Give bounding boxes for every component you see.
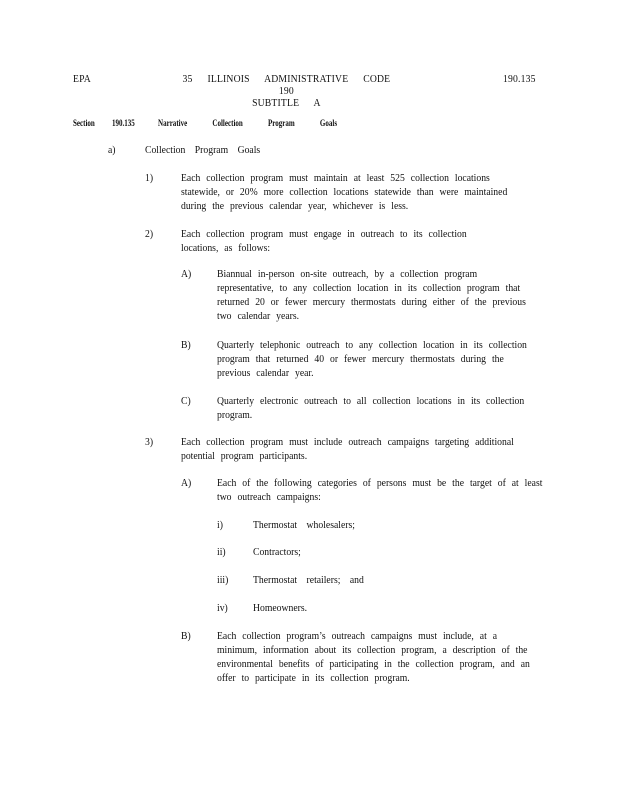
item-2C-text: Quarterly electronic outreach to all collection locations in its collection program.: [217, 395, 525, 421]
item-2A-text: Biannual in-person on-site outreach, by a collection program representative, to any collection location in its collection program that returned 20 or fewer mercury thermostats during either of the previous two calendar years.: [217, 268, 526, 322]
item-3-text: Each collection program must include outreach campaigns targeting additional potential program participants.: [181, 436, 514, 462]
item-1-label: 1): [145, 172, 154, 184]
section-number: 190.135: [112, 118, 135, 128]
item-2-text: Each collection program must engage in outreach to its collection locations, as follows:: [181, 228, 467, 254]
item-3B-text: Each collection program’s outreach campaigns must include, at a minimum, information about its collection program, a description of the environmental benefits of participating in the collection program, and an offer to participate in its collection program.: [217, 630, 530, 684]
header-subtitle: SUBTITLE A: [252, 97, 321, 109]
item-3Ai-label: i): [217, 519, 223, 531]
item-3Aiv-text: Homeowners.: [253, 602, 308, 614]
item-3Aiv-label: iv): [217, 602, 228, 614]
item-2A-label: A): [181, 268, 192, 280]
item-3-label: 3): [145, 436, 154, 448]
item-2-label: 2): [145, 228, 154, 240]
item-2C-label: C): [181, 395, 191, 407]
header-agency: EPA: [73, 73, 91, 85]
header-code-title: [172, 73, 401, 109]
item-3Aiii-text: Thermostat retailers; and: [253, 574, 364, 586]
item-2B-label: B): [181, 339, 191, 351]
item-3Ai-text: Thermostat wholesalers;: [253, 519, 355, 531]
header-section-number: 190.135: [503, 73, 536, 85]
subsection-a-label: a): [108, 144, 116, 156]
item-3A-label: A): [181, 477, 192, 489]
subsection-a-heading: Collection Program Goals: [145, 144, 261, 156]
header-code-line: 35 ILLINOIS ADMINISTRATIVE CODE 190: [182, 73, 391, 97]
section-title: Narrative Collection Program Goals: [158, 118, 338, 128]
item-3Aiii-label: iii): [217, 574, 229, 586]
section-word: Section: [73, 118, 95, 128]
item-2B-text: Quarterly telephonic outreach to any collection location in its collection program that returned 40 or fewer mercury thermostats during the previous calendar year.: [217, 339, 527, 379]
item-1-text: Each collection program must maintain at least 525 collection locations statewide, or 20% more collection locations statewide than were maintained during the previous calendar year, whichever is less.: [181, 172, 508, 212]
item-3Aii-label: ii): [217, 546, 226, 558]
item-3Aii-text: Contractors;: [253, 546, 301, 558]
item-3B-label: B): [181, 630, 191, 642]
item-3A-text: Each of the following categories of persons must be the target of at least two outreach campaigns:: [217, 477, 543, 503]
